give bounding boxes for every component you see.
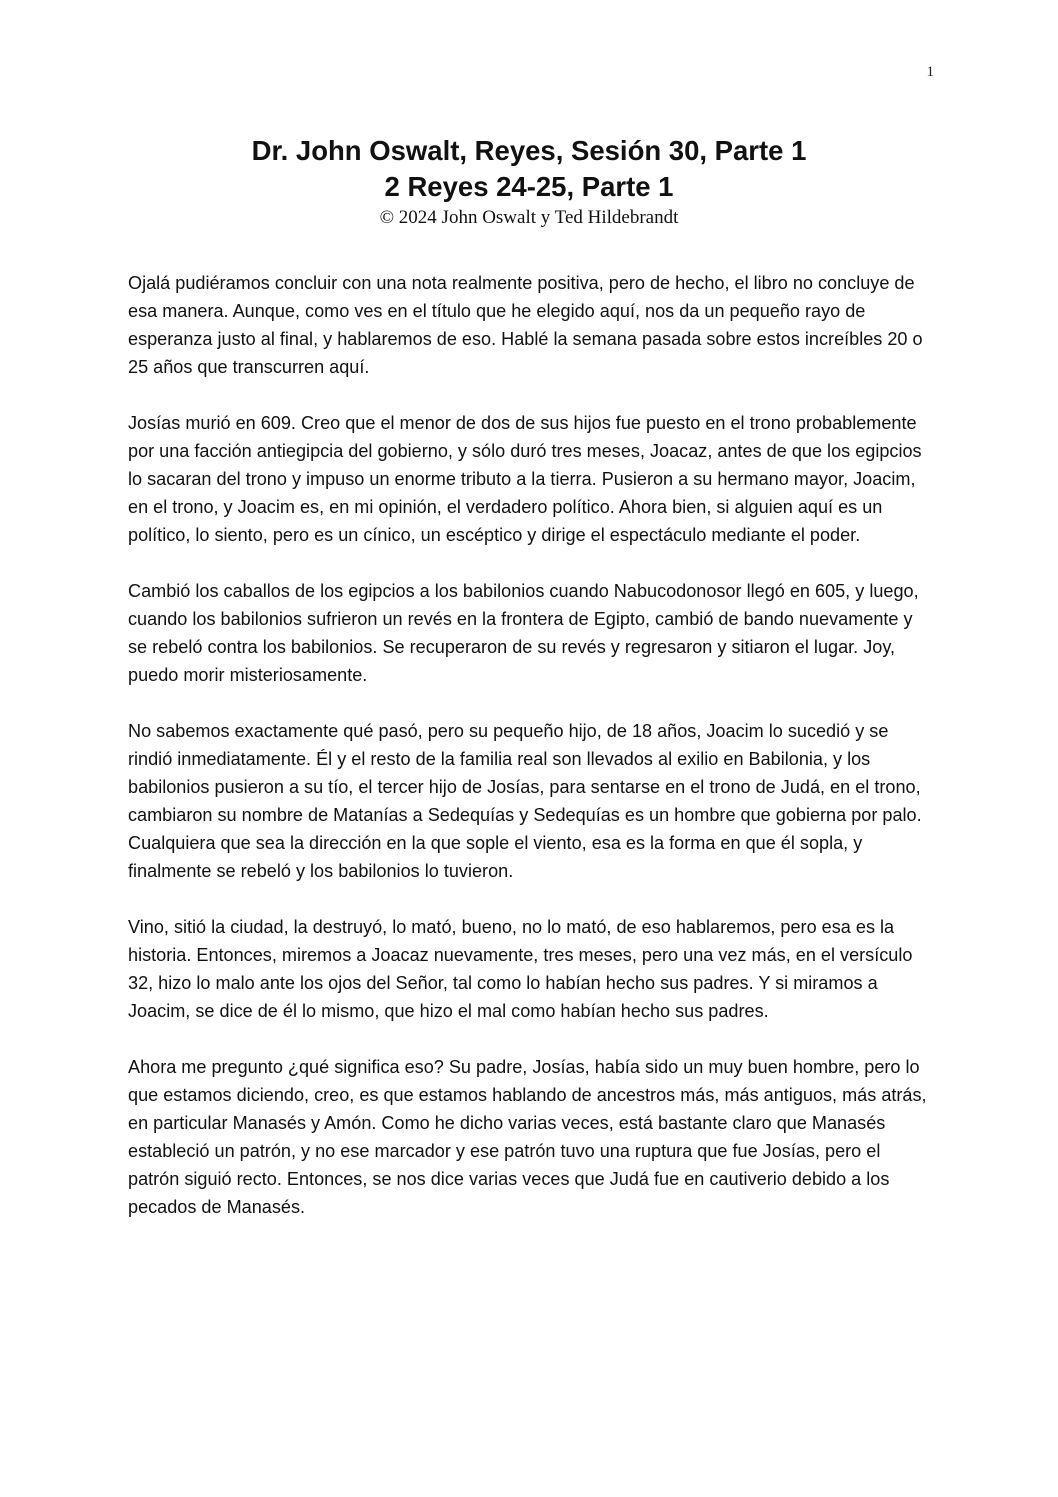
document-header bbox=[0, 133, 1058, 231]
paragraph: Cambió los caballos de los egipcios a los babilonios cuando Nabucodonosor llegó en 605, y luego, cuando los babilonios sufrieron un revés en la frontera de Egipto, cambió de bando nuevamente y se rebeló contra los babilonios. Se recuperaron de su revés y regresaron y sitiaron el lugar. Joy, puedo morir misteriosamente. bbox=[128, 581, 919, 685]
paragraph: Vino, sitió la ciudad, la destruyó, lo mató, bueno, no lo mató, de eso hablaremos, pero esa es la historia. Entonces, miremos a Joacaz nuevamente, tres meses, pero una vez más, en el versículo 32, hizo lo malo ante los ojos del Señor, tal como lo habían hecho sus padres. Y si miramos a Joacim, se dice de él lo mismo, que hizo el mal como habían hecho sus padres. bbox=[128, 917, 913, 1021]
document-title: Dr. John Oswalt, Reyes, Sesión 30, Parte 1 bbox=[251, 135, 807, 166]
document-subtitle: 2 Reyes 24-25, Parte 1 bbox=[384, 171, 674, 202]
paragraph: Josías murió en 609. Creo que el menor de dos de sus hijos fue puesto en el trono probablemente por una facción antiegipcia del gobierno, y sólo duró tres meses, Joacaz, antes de que los egipcios lo sacaran del trono y impuso un enorme tributo a la tierra. Pusieron a su hermano mayor, Joacim, en el trono, y Joacim es, en mi opinión, el verdadero político. Ahora bien, si alguien aquí es un político, lo siento, pero es un cínico, un escéptico y dirige el espectáculo mediante el poder. bbox=[128, 413, 922, 545]
copyright-line: © 2024 John Oswalt y Ted Hildebrandt bbox=[379, 207, 679, 228]
paragraph: Ojalá pudiéramos concluir con una nota realmente positiva, pero de hecho, el libro no concluye de esa manera. Aunque, como ves en el título que he elegido aquí, nos da un pequeño rayo de esperanza justo al final, y hablaremos de eso. Hablé la semana pasada sobre estos increíbles 20 o 25 años que transcurren aquí. bbox=[128, 273, 923, 377]
page-number: 1 bbox=[926, 64, 934, 80]
paragraph: Ahora me pregunto ¿qué significa eso? Su padre, Josías, había sido un muy buen hombre, pero lo que estamos diciendo, creo, es que estamos hablando de ancestros más, más antiguos, más atrás, en particular Manasés y Amón. Como he dicho varias veces, está bastante claro que Manasés estableció un patrón, y no ese marcador y ese patrón tuvo una ruptura que fue Josías, pero el patrón siguió recto. Entonces, se nos dice varias veces que Judá fue en cautiverio debido a los pecados de Manasés. bbox=[128, 1057, 927, 1217]
document-body bbox=[128, 269, 934, 1249]
paragraph: No sabemos exactamente qué pasó, pero su pequeño hijo, de 18 años, Joacim lo sucedió y se rindió inmediatamente. Él y el resto de la familia real son llevados al exilio en Babilonia, y los babilonios pusieron a su tío, el tercer hijo de Josías, para sentarse en el trono de Judá, en el trono, cambiaron su nombre de Matanías a Sedequías y Sedequías es un hombre que gobierna por palo. Cualquiera que sea la dirección en la que sople el viento, esa es la forma en que él sopla, y finalmente se rebeló y los babilonios lo tuvieron. bbox=[128, 721, 922, 881]
